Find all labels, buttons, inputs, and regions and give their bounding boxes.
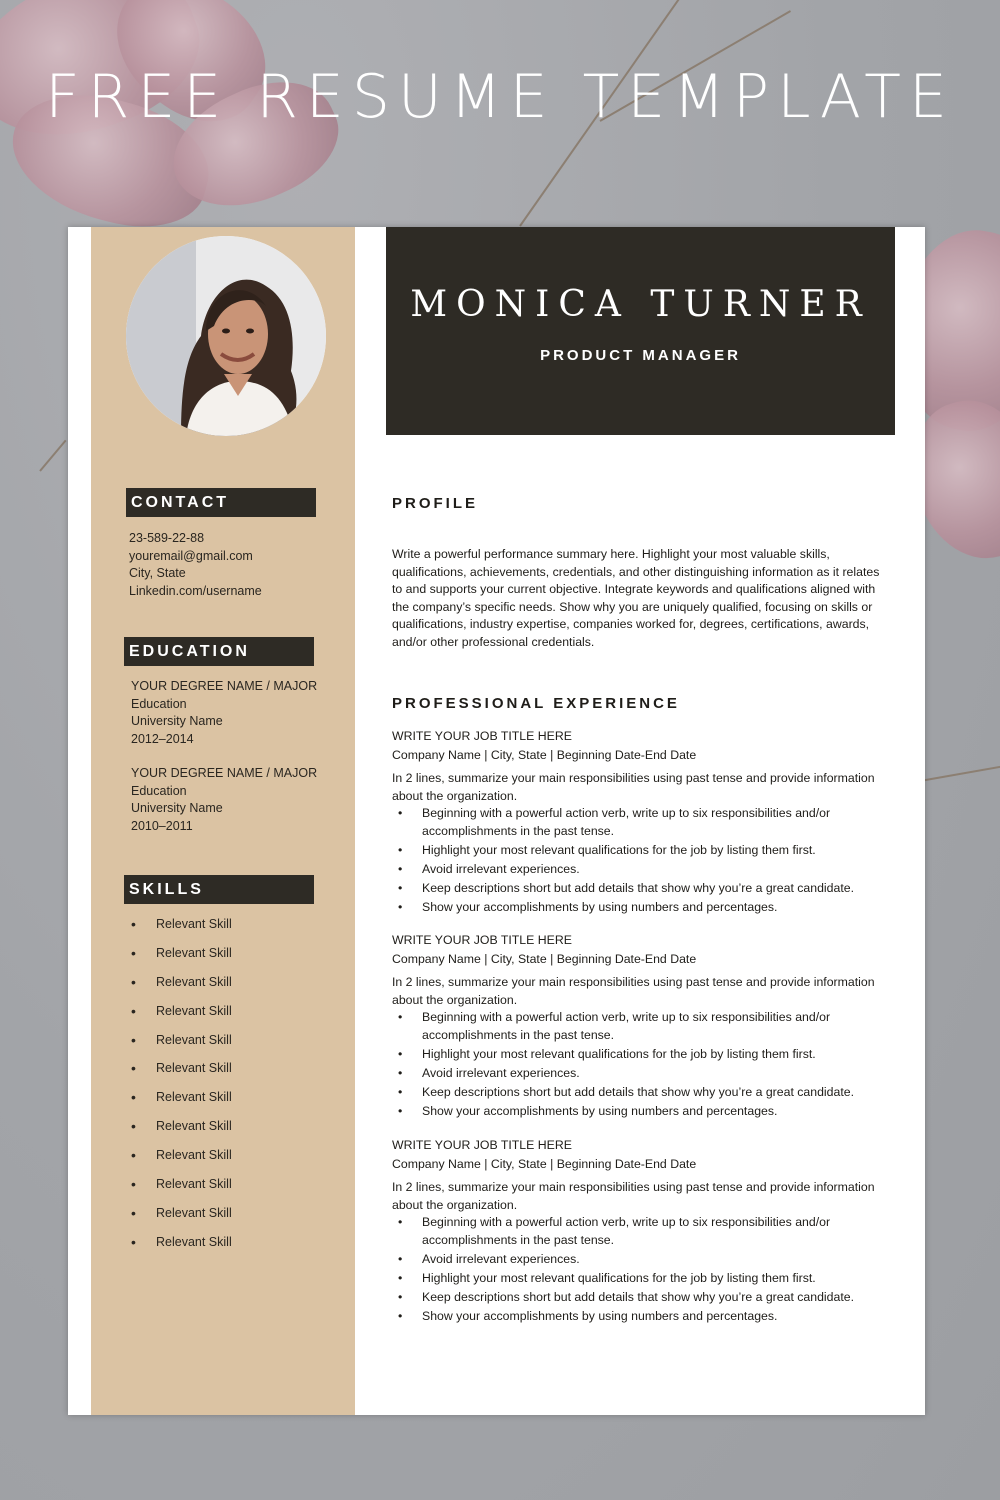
education-school: University Name	[131, 801, 223, 816]
contact-location: City, State	[129, 566, 186, 581]
skill-item: • Relevant Skill	[131, 975, 232, 1004]
contact-heading: CONTACT	[126, 488, 316, 517]
job-bullet: • Keep descriptions short but add details that show why you’re a great candidate.	[422, 1084, 897, 1102]
twig	[920, 763, 1000, 782]
job-bullet: • Highlight your most relevant qualifications for the job by listing them first.	[422, 1046, 897, 1064]
skill-item: • Relevant Skill	[131, 1177, 232, 1206]
profile-summary: Write a powerful performance summary here. Highlight your most valuable skills, qualifications, achievements, credentials, and other distinguishing information as it relates to and supports your current objective. Integrate keywords and qualifications aligned with the company’s specific needs. Show why you are uniquely qualified, focusing on skills or qualifications, industry expertise, companies worked for, degrees, certifications, awards, and/or other professional credentials.	[392, 547, 880, 649]
skills-list	[131, 917, 232, 1264]
profile-heading: PROFILE	[392, 495, 479, 512]
job-bullet: • Beginning with a powerful action verb, write up to six responsibilities and/or accomplishments in the past tense.	[422, 1214, 897, 1249]
banner-headline: FREE RESUME TEMPLATE	[45, 62, 955, 132]
resume-page	[68, 227, 925, 1415]
job-bullet: • Show your accomplishments by using numbers and percentages.	[422, 1103, 897, 1121]
job-title: WRITE YOUR JOB TITLE HERE	[392, 933, 572, 947]
skill-item: • Relevant Skill	[131, 1148, 232, 1177]
education-entry	[131, 765, 317, 835]
job-bullet: • Beginning with a powerful action verb, write up to six responsibilities and/or accomplishments in the past tense.	[422, 805, 897, 840]
education-degree: YOUR DEGREE NAME / MAJOR	[131, 679, 318, 693]
job-entry	[392, 1136, 897, 1327]
skill-item: • Relevant Skill	[131, 1061, 232, 1090]
contact-details	[129, 530, 262, 600]
job-title: WRITE YOUR JOB TITLE HERE	[392, 729, 572, 743]
job-bullet: • Keep descriptions short but add details that show why you’re a great candidate.	[422, 880, 897, 898]
job-company: Company Name | City, State | Beginning Date-End Date	[392, 748, 697, 762]
skill-item: • Relevant Skill	[131, 1090, 232, 1119]
portrait-avatar-icon	[126, 236, 326, 436]
education-degree: YOUR DEGREE NAME / MAJOR	[131, 766, 318, 780]
job-bullet: • Avoid irrelevant experiences.	[422, 1065, 897, 1083]
resume-sidebar	[91, 227, 355, 1415]
skill-item: • Relevant Skill	[131, 1119, 232, 1148]
skill-item: • Relevant Skill	[131, 1235, 232, 1264]
job-title: WRITE YOUR JOB TITLE HERE	[392, 1138, 572, 1152]
job-bullet: • Show your accomplishments by using numbers and percentages.	[422, 1308, 897, 1326]
education-school: University Name	[131, 714, 223, 729]
job-bullet: • Keep descriptions short but add details that show why you’re a great candidate.	[422, 1289, 897, 1307]
candidate-title: PRODUCT MANAGER	[540, 347, 741, 364]
job-summary: In 2 lines, summarize your main responsibilities using past tense and provide information about the organization.	[392, 975, 875, 1007]
job-bullets	[392, 1009, 897, 1120]
job-bullet: • Highlight your most relevant qualifications for the job by listing them first.	[422, 1270, 897, 1288]
job-bullet: • Highlight your most relevant qualifications for the job by listing them first.	[422, 842, 897, 860]
profile-photo	[126, 236, 326, 436]
experience-heading: PROFESSIONAL EXPERIENCE	[392, 695, 680, 712]
skill-item: • Relevant Skill	[131, 917, 232, 946]
contact-email: youremail@gmail.com	[129, 548, 253, 563]
job-bullet: • Avoid irrelevant experiences.	[422, 861, 897, 879]
skill-item: • Relevant Skill	[131, 1033, 232, 1062]
twig	[39, 440, 66, 472]
education-entry	[131, 678, 317, 748]
job-summary: In 2 lines, summarize your main responsibilities using past tense and provide information about the organization.	[392, 1180, 875, 1212]
education-type: Education	[131, 783, 187, 798]
job-entry	[392, 727, 897, 918]
skill-item: • Relevant Skill	[131, 1206, 232, 1235]
job-bullet: • Beginning with a powerful action verb, write up to six responsibilities and/or accomplishments in the past tense.	[422, 1009, 897, 1044]
skill-item: • Relevant Skill	[131, 946, 232, 975]
contact-linkedin: Linkedin.com/username	[129, 583, 262, 598]
education-type: Education	[131, 696, 187, 711]
job-company: Company Name | City, State | Beginning Date-End Date	[392, 1157, 697, 1171]
candidate-name: MONICA TURNER	[410, 284, 871, 325]
job-bullets	[392, 805, 897, 916]
education-years: 2012–2014	[131, 731, 194, 746]
job-bullet: • Avoid irrelevant experiences.	[422, 1251, 897, 1269]
job-summary: In 2 lines, summarize your main responsibilities using past tense and provide information about the organization.	[392, 771, 875, 803]
skill-item: • Relevant Skill	[131, 1004, 232, 1033]
job-company: Company Name | City, State | Beginning Date-End Date	[392, 952, 697, 966]
name-header	[386, 227, 895, 435]
skills-heading: SKILLS	[124, 875, 314, 904]
job-entry	[392, 931, 897, 1122]
contact-phone: 23-589-22-88	[129, 531, 205, 545]
job-bullets	[392, 1214, 897, 1325]
education-heading: EDUCATION	[124, 637, 314, 666]
job-bullet: • Show your accomplishments by using numbers and percentages.	[422, 899, 897, 917]
education-years: 2010–2011	[131, 818, 193, 833]
